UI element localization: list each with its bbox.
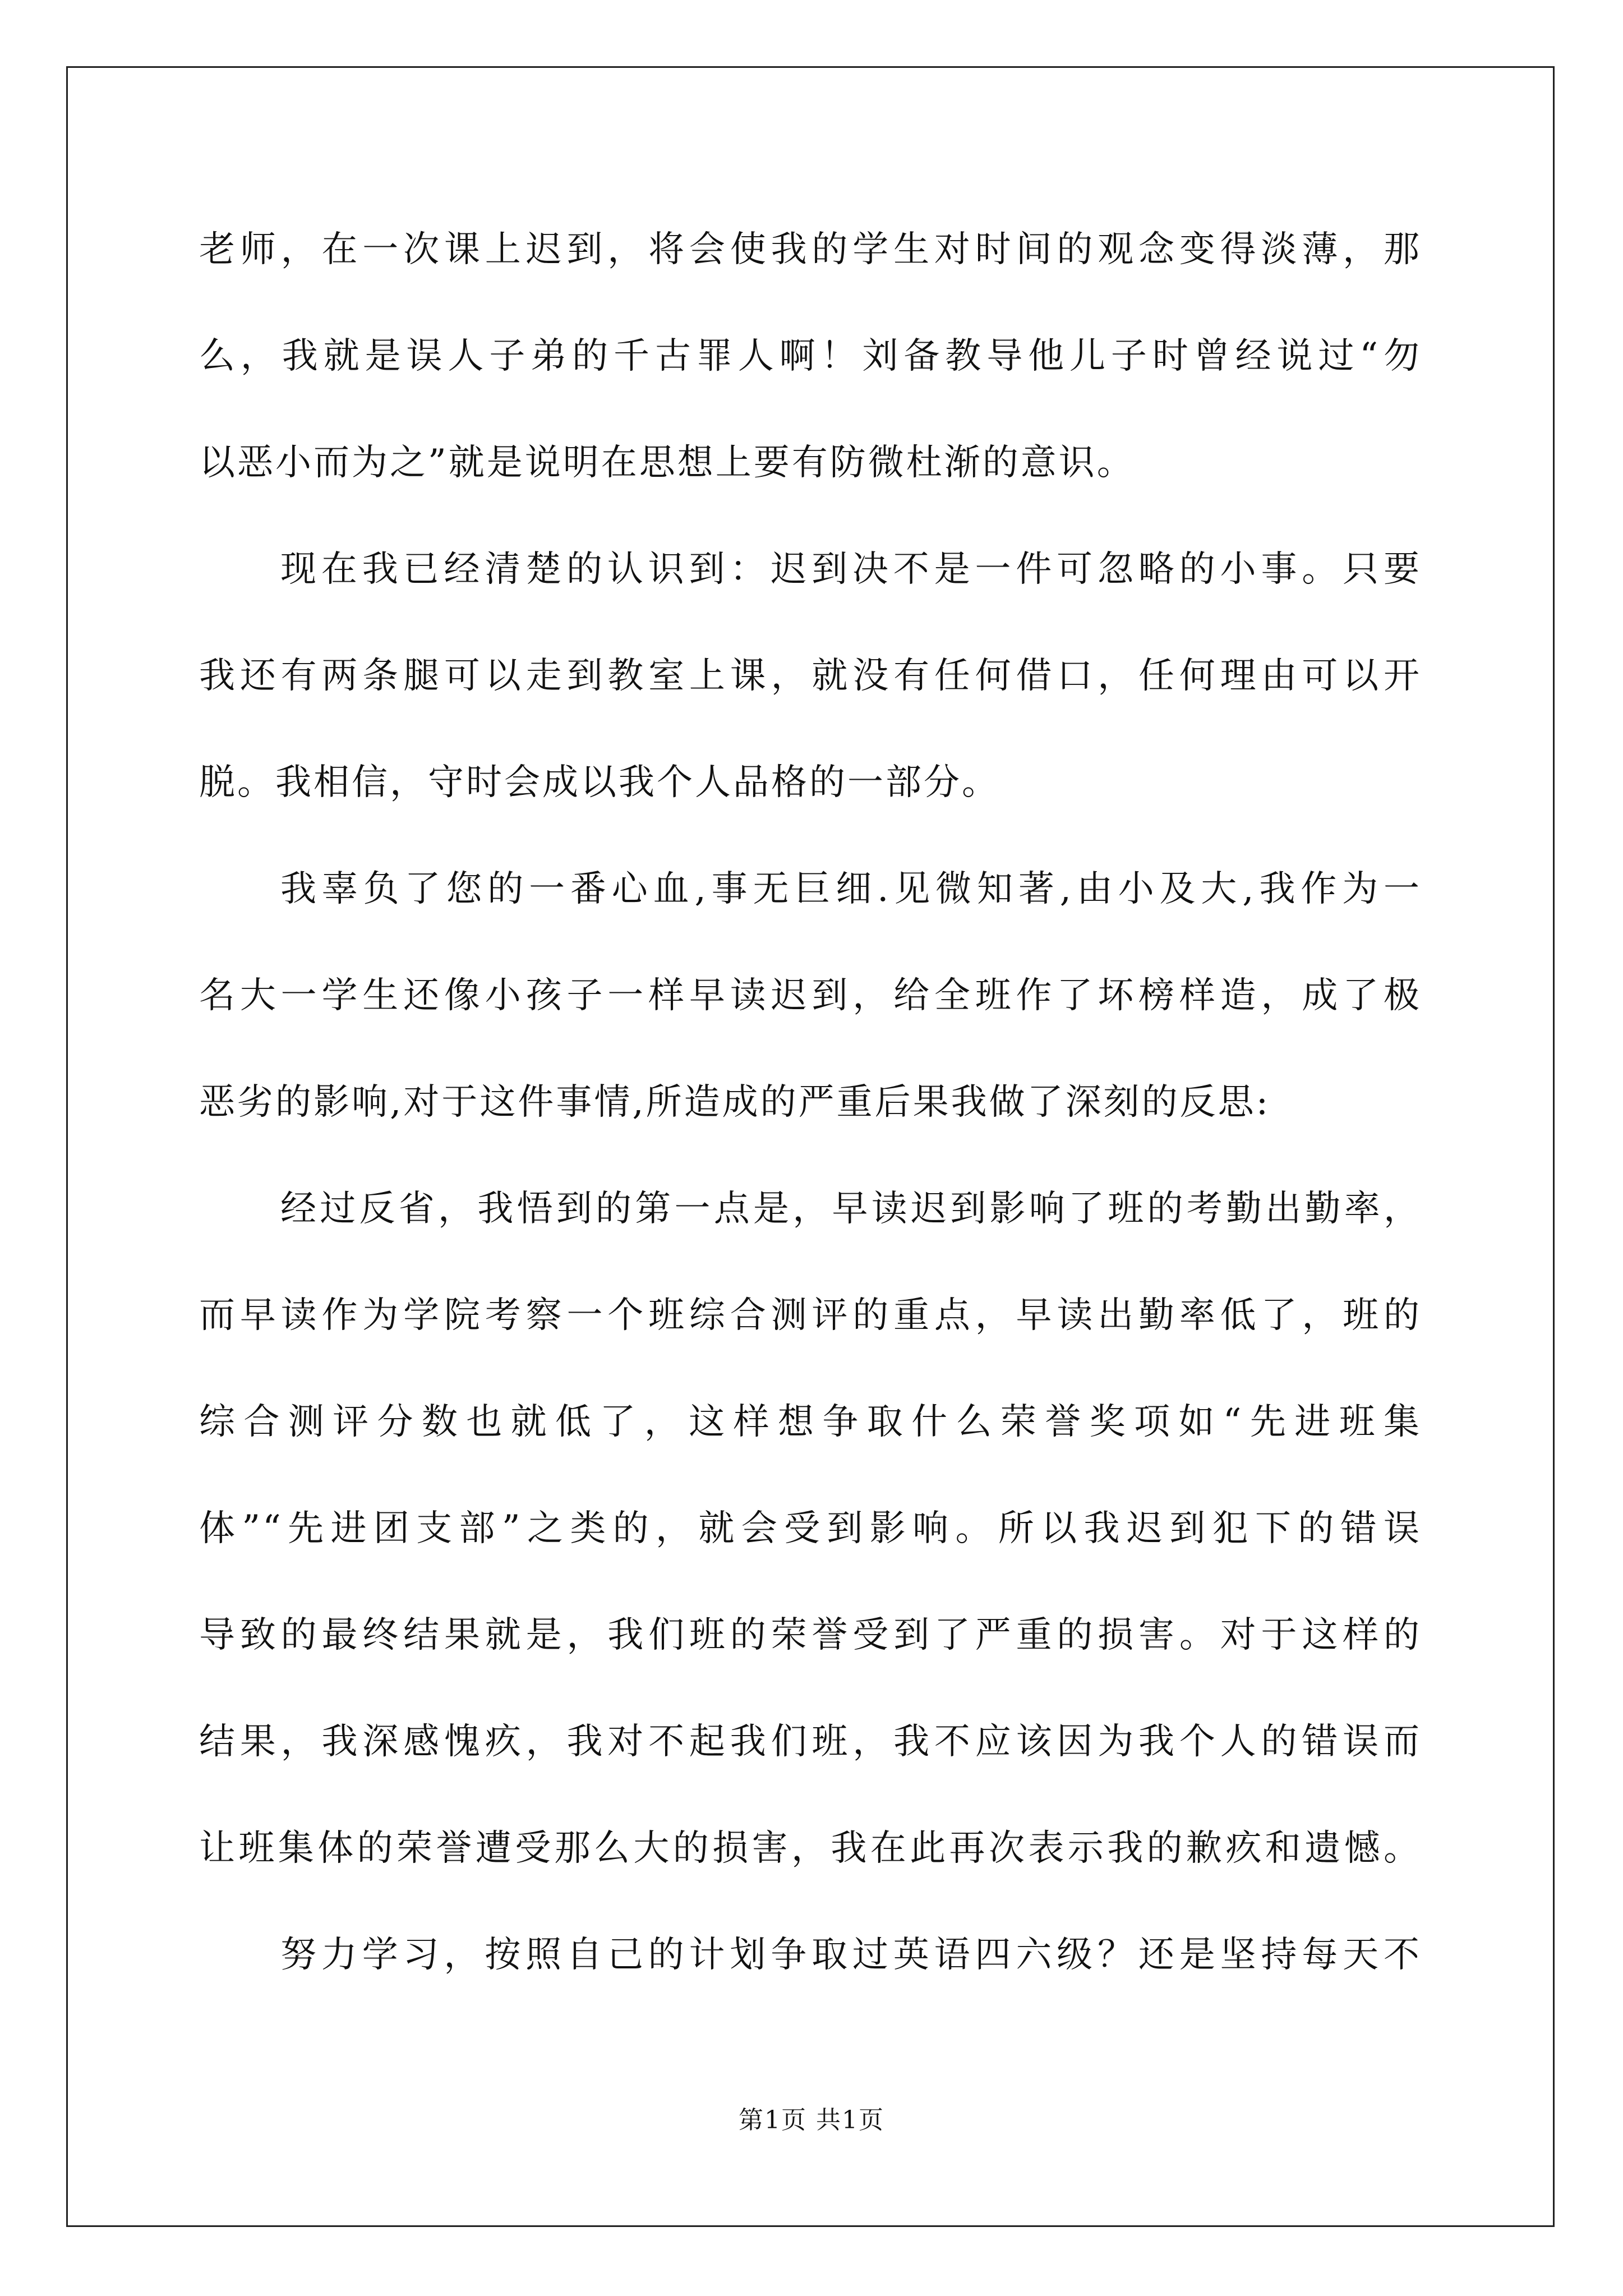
body-text-line: 综合测评分数也就低了，这样想争取什么荣誉奖项如“先进班集 — [199, 1401, 1422, 1443]
body-text-line: 么，我就是误人子弟的千古罪人啊！刘备教导他儿子时曾经说过“勿 — [199, 335, 1422, 377]
page-footer: 第1页 共1页 — [739, 2106, 884, 2134]
body-text-line: 现在我已经清楚的认识到：迟到决不是一件可忽略的小事。只要 — [280, 549, 1422, 590]
page-border — [66, 66, 1555, 2227]
body-text-line: 我还有两条腿可以走到教室上课，就没有任何借口，任何理由可以开 — [199, 655, 1422, 697]
body-text-line: 努力学习，按照自己的计划争取过英语四六级？还是坚持每天不 — [280, 1934, 1422, 1976]
body-text-line: 而早读作为学院考察一个班综合测评的重点，早读出勤率低了，班的 — [199, 1295, 1422, 1336]
body-text-line: 恶劣的影响,对于这件事情,所造成的严重后果我做了深刻的反思: — [199, 1082, 1271, 1123]
body-text-line: 名大一学生还像小孩子一样早读迟到，给全班作了坏榜样造，成了极 — [199, 975, 1422, 1016]
body-text-line: 让班集体的荣誉遭受那么大的损害，我在此再次表示我的歉疚和遗憾。 — [199, 1828, 1422, 1869]
body-text-line: 结果，我深感愧疚，我对不起我们班，我不应该因为我个人的错误而 — [199, 1721, 1422, 1763]
body-text-line: 脱。我相信，守时会成以我个人品格的一部分。 — [199, 762, 1000, 803]
body-text-line: 经过反省，我悟到的第一点是，早读迟到影响了班的考勤出勤率， — [280, 1188, 1422, 1230]
body-text-line: 我辜负了您的一番心血,事无巨细.见微知著,由小及大,我作为一 — [280, 868, 1422, 910]
body-text-line: 导致的最终结果就是，我们班的荣誉受到了严重的损害。对于这样的 — [199, 1614, 1422, 1656]
body-text-line: 老师，在一次课上迟到，将会使我的学生对时间的观念变得淡薄，那 — [199, 229, 1422, 270]
body-text-line: 体”“先进团支部”之类的，就会受到影响。所以我迟到犯下的错误 — [199, 1508, 1422, 1549]
body-text-line: 以恶小而为之”就是说明在思想上要有防微杜渐的意识。 — [199, 442, 1135, 484]
